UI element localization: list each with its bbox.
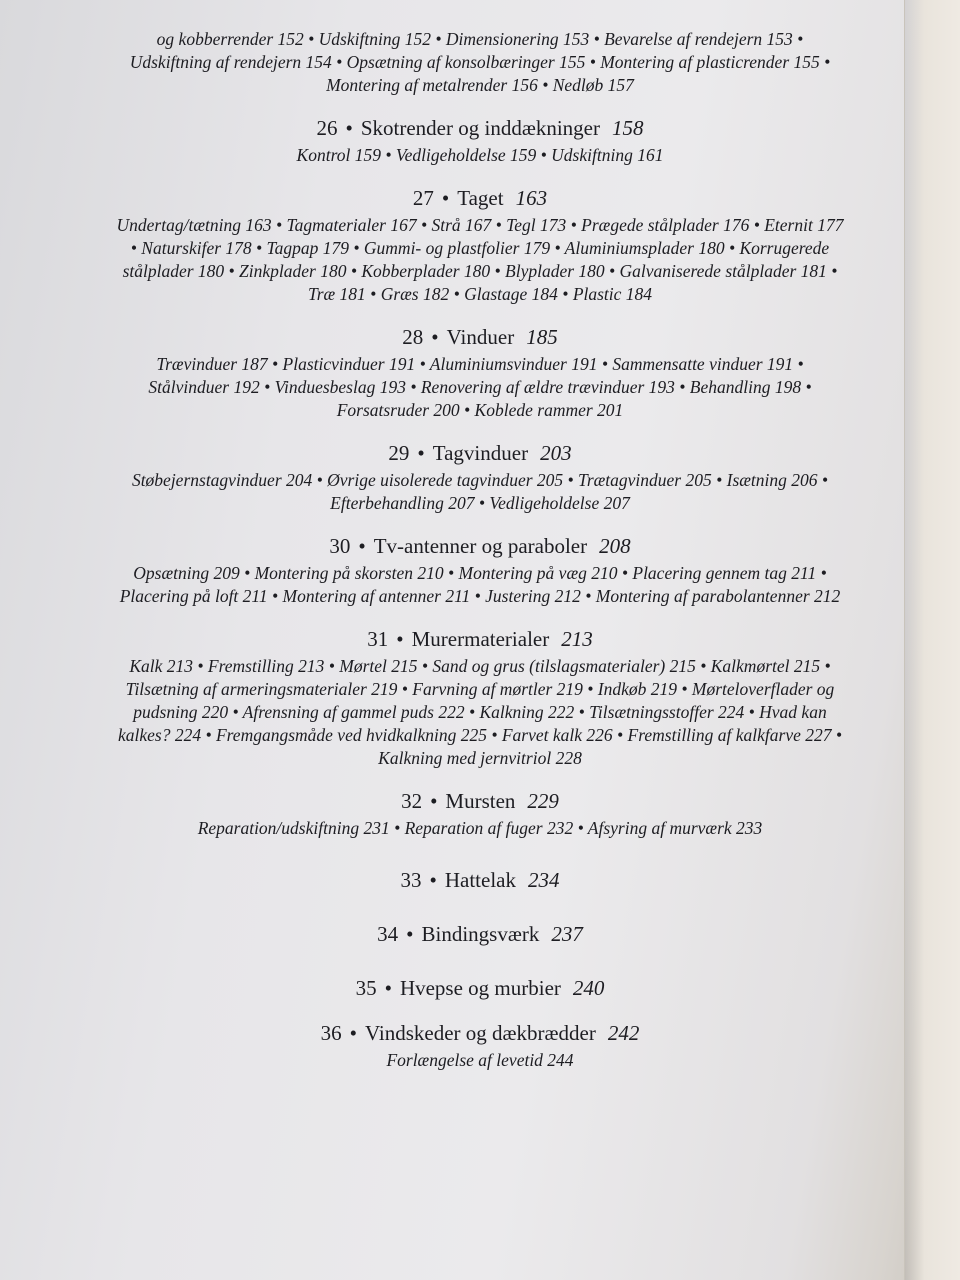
chapter-entries: Kalk 213 • Fremstilling 213 • Mørtel 215 • Sand og grus (tilslagsmaterialer) 215 • Kalkmørtel 215 • Tilsætning af armeringsmaterialer 219 • Farvning af mørtler 219 • Indkøb 219 • Mørteloverflader og pudsning 220 • Afrensning af gammel puds 222 • Kalkning 222 • Tilsætningsstoffer 224 • Hvad kan kalkes? 224 • Fremgangsmåde ved hvidkalkning 225 • Farvet kalk 226 • Fremstilling af kalkfarve 227 • Kalkning med jernvitriol 228: [117, 656, 842, 768]
chapter-number: 36: [320, 1021, 342, 1045]
chapter-title: Mursten: [445, 789, 516, 813]
chapter-30: [115, 532, 845, 608]
chapter-heading: [115, 114, 845, 142]
chapter-title: Hvepse og murbier: [399, 976, 561, 1000]
bullet-separator: •: [431, 325, 439, 349]
chapter-number: 33: [400, 868, 422, 892]
chapter-heading: [115, 439, 845, 467]
chapter-page: 163: [515, 186, 548, 210]
chapter-27: [115, 184, 845, 306]
bullet-separator: •: [429, 868, 437, 892]
chapter-page: 213: [561, 627, 593, 651]
chapter-heading: [115, 974, 845, 1002]
bullet-separator: •: [396, 627, 404, 651]
chapter-heading: [115, 866, 845, 894]
chapter-number: 31: [367, 627, 389, 651]
bullet-separator: •: [441, 186, 450, 210]
chapter-list: [115, 114, 845, 1072]
bullet-separator: •: [417, 441, 425, 465]
chapter-page: 240: [572, 976, 605, 1000]
chapter-title: Skotrender og inddækninger: [360, 116, 600, 140]
chapter-36: [115, 1019, 845, 1072]
chapter-title: Murermaterialer: [411, 627, 550, 651]
chapter-number: 26: [316, 116, 338, 140]
chapter-page: 234: [528, 868, 560, 892]
chapter-29: [115, 439, 845, 515]
bullet-separator: •: [406, 922, 414, 946]
chapter-26: [115, 114, 845, 167]
chapter-page: 203: [540, 441, 572, 465]
chapter-number: 34: [377, 922, 399, 946]
chapter-heading: [115, 787, 845, 815]
chapter-title: Hattelak: [444, 868, 516, 892]
bullet-separator: •: [345, 116, 353, 140]
bullet-separator: •: [358, 534, 366, 558]
chapter-entries: Forlængelse af levetid 244: [386, 1050, 574, 1070]
chapter-heading: [115, 184, 845, 212]
chapter-number: 29: [388, 441, 410, 465]
chapter-heading: [115, 1019, 845, 1047]
chapter-32: [115, 787, 845, 840]
chapter-entries: Kontrol 159 • Vedligeholdelse 159 • Udskiftning 161: [296, 145, 664, 165]
chapter-entries: Reparation/udskiftning 231 • Reparation af fuger 232 • Afsyring af murværk 233: [197, 818, 763, 838]
chapter-title: Tv-antenner og paraboler: [373, 534, 588, 558]
chapter-page: 237: [551, 922, 583, 946]
table-of-contents: [115, 28, 845, 1072]
chapter-heading: [115, 532, 845, 560]
chapter-entries: Undertag/tætning 163 • Tagmaterialer 167 • Strå 167 • Tegl 173 • Prægede stålplader 176 • Eternit 177 • Naturskifer 178 • Tagpap 179 • Gummi- og plastfolier 179 • Aluminiumsplader 180 • Korrugerede stålplader 180 • Zinkplader 180 • Kobberplader 180 • Blyplader 180 • Galvaniserede stålplader 181 • Træ 181 • Græs 182 • Glastage 184 • Plastic 184: [116, 215, 844, 304]
chapter-heading: [115, 323, 845, 351]
chapter-number: 35: [355, 976, 377, 1000]
chapter-34: [115, 920, 845, 948]
chapter-number: 28: [402, 325, 424, 349]
chapter-page: 208: [599, 534, 631, 558]
chapter-number: 27: [412, 186, 434, 210]
chapter-title: Vinduer: [446, 325, 515, 349]
chapter-title: Tagvinduer: [432, 441, 529, 465]
chapter-31: [115, 625, 845, 770]
chapter-title: Taget: [457, 186, 504, 210]
chapter-entries: Opsætning 209 • Montering på skorsten 210 • Montering på væg 210 • Placering gennem tag 211 • Placering på loft 211 • Montering af antenner 211 • Justering 212 • Montering af parabolantenner 212: [119, 563, 841, 606]
intro-entries: og kobberrender 152 • Udskiftning 152 • Dimensionering 153 • Bevarelse af rendejern 153 • Udskiftning af rendejern 154 • Opsætning af konsolbæringer 155 • Montering af plasticrender 155 • Montering af metalrender 156 • Nedløb 157: [129, 29, 831, 95]
chapter-35: [115, 974, 845, 1002]
chapter-page: 242: [607, 1021, 640, 1045]
bullet-separator: •: [430, 789, 438, 813]
chapter-number: 30: [329, 534, 351, 558]
chapter-title: Bindingsværk: [421, 922, 540, 946]
chapter-heading: [115, 920, 845, 948]
chapter-entries: Trævinduer 187 • Plasticvinduer 191 • Aluminiumsvinduer 191 • Sammensatte vinduer 191 • Stålvinduer 192 • Vinduesbeslag 193 • Renovering af ældre trævinduer 193 • Behandling 198 • Forsatsruder 200 • Koblede rammer 201: [148, 354, 812, 420]
chapter-title: Vindskeder og dækbrædder: [364, 1021, 596, 1045]
page-edge: [904, 0, 960, 1280]
chapter-page: 158: [612, 116, 644, 140]
bullet-separator: •: [349, 1021, 357, 1045]
chapter-entries: Støbejernstagvinduer 204 • Øvrige uisolerede tagvinduer 205 • Trætagvinduer 205 • Isætning 206 • Efterbehandling 207 • Vedligeholdelse 207: [131, 470, 829, 513]
chapter-heading: [115, 625, 845, 653]
chapter-28: [115, 323, 845, 422]
chapter-page: 229: [527, 789, 559, 813]
bullet-separator: •: [384, 976, 392, 1000]
chapter-33: [115, 866, 845, 894]
chapter-page: 185: [526, 325, 558, 349]
chapter-number: 32: [401, 789, 423, 813]
